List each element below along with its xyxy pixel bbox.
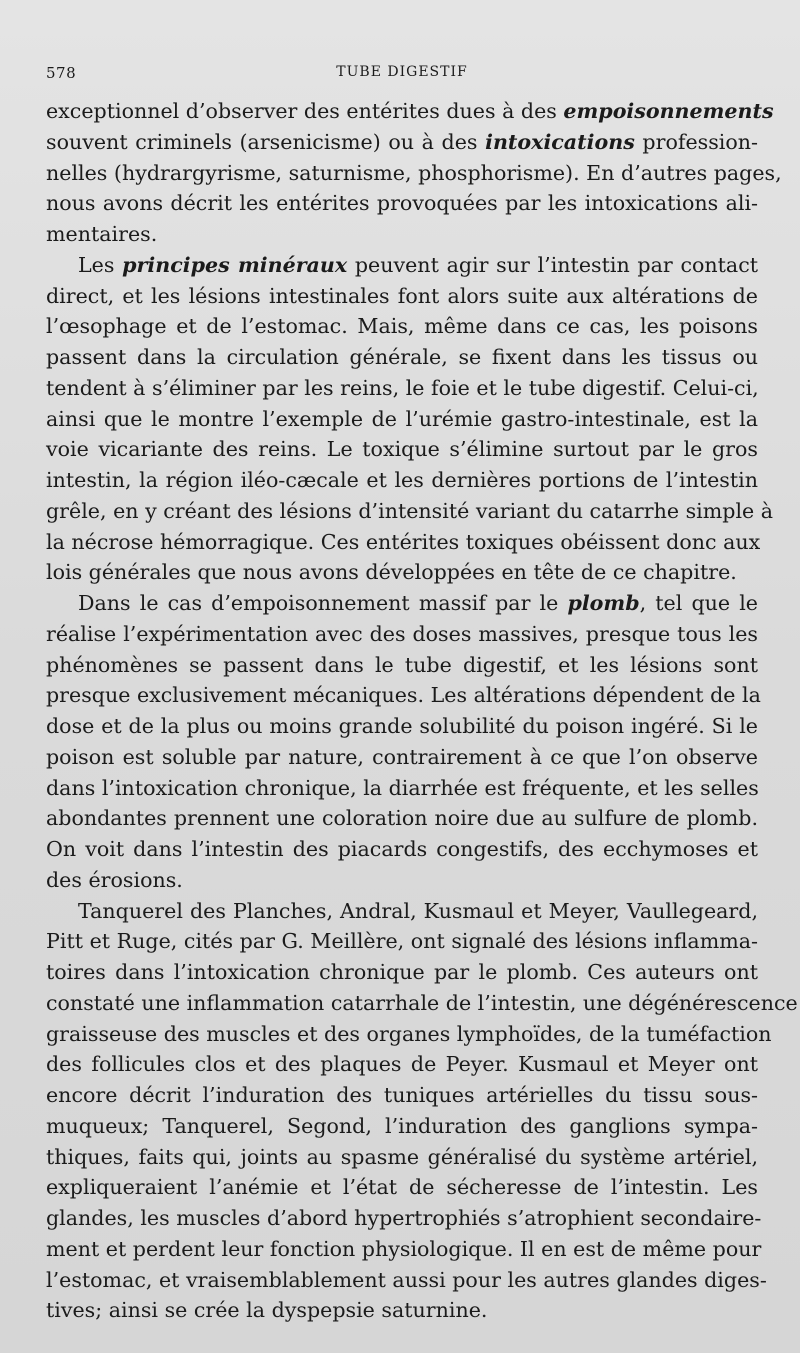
text-line: ainsi que le montre l’exemple de l’urémie gastro-intestinale, est la [46,406,758,431]
text-line: Les principes minéraux peuvent agir sur l’intestin par contact [78,252,759,277]
text-line: des follicules clos et des plaques de Peyer. Kusmaul et Meyer ont [46,1052,758,1077]
text-line: intestin, la région iléo-cæcale et les dernières portions de l’intestin [46,468,758,492]
text-line: dans l’intoxication chronique, la diarrhée est fréquente, et les selles [46,775,759,800]
text-line: direct, et les lésions intestinales font alors suite aux altérations de [46,283,758,308]
text-line: tendent à s’éliminer par les reins, le foie et le tube digestif. Celui-ci, [46,375,759,400]
text-line: glandes, les muscles d’abord hypertrophiés s’atrophient secondaire- [46,1206,762,1230]
paragraph [46,96,782,250]
text-line: mentaires. [46,222,158,246]
paragraph [46,588,761,896]
text-line: graisseuse des muscles et des organes lymphoïdes, de la tuméfaction [46,1021,772,1046]
text-line: tives; ainsi se crée la dyspepsie saturnine. [46,1298,488,1323]
text-line: l’œsophage et de l’estomac. Mais, même dans ce cas, les poisons [46,314,758,339]
text-line: presque exclusivement mécaniques. Les altérations dépendent de la [46,683,761,708]
text-line: souvent criminels (arsenicisme) ou à des intoxications profession- [46,129,759,154]
text-line: grêle, en y créant des lésions d’intensité variant du catarrhe simple à [46,498,774,523]
page-number: 578 [46,64,77,82]
emphasized-term: empoisonnements [563,99,774,123]
text-line: lois générales que nous avons développées en tête de ce chapitre. [46,560,737,585]
text-line: voie vicariante des reins. Le toxique s’élimine surtout par le gros [46,437,758,462]
text-line: thiques, faits qui, joints au spasme généralisé du système artériel, [46,1144,758,1169]
text-line: poison est soluble par nature, contrairement à ce que l’on observe [46,744,758,769]
text-line: expliqueraient l’anémie et l’état de sécheresse de l’intestin. Les [46,1175,758,1200]
paragraph [46,896,798,1327]
text-line: Pitt et Ruge, cités par G. Meillère, ont signalé des lésions inflamma- [46,929,758,954]
text-line: la nécrose hémorragique. Ces entérites toxiques obéissent donc aux [46,529,761,554]
text-line: constaté une inflammation catarrhale de l’intestin, une dégénérescence [46,990,798,1015]
text-line: réalise l’expérimentation avec des doses massives, presque tous les [46,621,758,646]
running-head: TUBE DIGESTIF [336,64,468,80]
text-line: nelles (hydrargyrisme, saturnisme, phosphorisme). En d’autres pages, [46,160,782,185]
text-line: encore décrit l’induration des tuniques artérielles du tissu sous- [46,1083,758,1107]
body-text [46,96,798,1326]
text-line: Tanquerel des Planches, Andral, Kusmaul et Meyer, Vaullegeard, [78,898,758,923]
text-line: abondantes prennent une coloration noire due au sulfure de plomb. [46,806,758,831]
text-line: On voit dans l’intestin des piacards congestifs, des ecchymoses et [46,837,758,861]
page-header [46,64,758,88]
text-line: exceptionnel d’observer des entérites dues à des empoisonnements [46,99,774,123]
text-line: dose et de la plus ou moins grande solubilité du poison ingéré. Si le [46,714,758,738]
text-line: l’estomac, et vraisemblablement aussi pour les autres glandes diges- [46,1267,767,1292]
emphasized-term: intoxications [485,129,635,154]
text-line: muqueux; Tanquerel, Segond, l’induration des ganglions sympa- [46,1113,758,1138]
text-line: des érosions. [46,867,183,892]
text-line: ment et perdent leur fonction physiologique. Il en est de même pour [46,1236,762,1261]
text-line: nous avons décrit les entérites provoquées par les intoxications ali- [46,191,758,216]
emphasized-term: principes minéraux [122,252,348,277]
emphasized-term: plomb [567,591,640,615]
text-line: toires dans l’intoxication chronique par le plomb. Ces auteurs ont [46,960,758,984]
text-line: passent dans la circulation générale, se fixent dans les tissus ou [46,345,758,369]
text-line: phénomènes se passent dans le tube digestif, et les lésions sont [46,652,758,677]
paragraph [46,250,774,588]
text-line: Dans le cas d’empoisonnement massif par le plomb, tel que le [78,591,758,615]
